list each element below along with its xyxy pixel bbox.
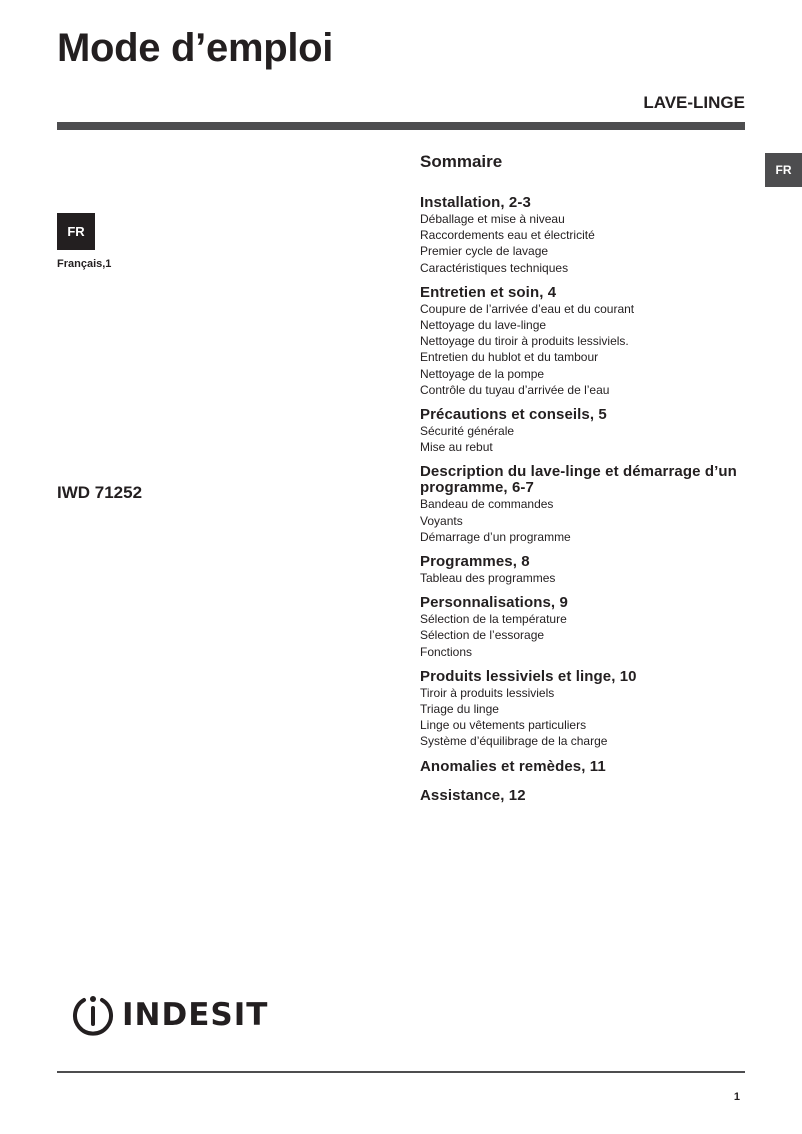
toc-item: Système d’équilibrage de la charge xyxy=(420,734,608,749)
toc-item: Caractéristiques techniques xyxy=(420,260,569,275)
toc-item: Tableau des programmes xyxy=(420,571,556,586)
toc-item: Entretien du hublot et du tambour xyxy=(420,350,599,365)
toc-section xyxy=(420,759,750,775)
toc-section-title: Description du lave-linge et démarrage d’un programme, 6-7 xyxy=(420,463,737,497)
toc-section-title: Anomalies et remèdes, 11 xyxy=(420,757,606,775)
toc-item: Sécurité générale xyxy=(420,424,515,439)
toc-item: Coupure de l’arrivée d’eau et du courant xyxy=(420,301,635,316)
brand-logo xyxy=(70,992,268,1038)
table-of-contents xyxy=(420,151,750,813)
toc-section-title: Entretien et soin, 4 xyxy=(420,283,557,301)
bottom-divider xyxy=(57,1071,745,1073)
toc-item: Mise au rebut xyxy=(420,440,493,455)
language-side-tab: FR xyxy=(765,153,802,187)
product-type: LAVE-LINGE xyxy=(643,93,745,112)
toc-section-title: Personnalisations, 9 xyxy=(420,594,568,612)
toc-item: Tiroir à produits lessiviels xyxy=(420,685,555,700)
toc-heading: Sommaire xyxy=(420,152,503,171)
toc-item: Contrôle du tuyau d’arrivée de l’eau xyxy=(420,382,610,397)
top-divider xyxy=(57,122,745,130)
toc-section xyxy=(420,788,750,804)
language-badge: FR xyxy=(57,213,95,250)
page-number: 1 xyxy=(733,1091,740,1103)
toc-item: Raccordements eau et électricité xyxy=(420,228,595,243)
toc-section xyxy=(420,554,750,586)
brand-name: INDESIT xyxy=(122,997,269,1033)
page-title: Mode d’emploi xyxy=(57,26,334,70)
toc-item: Voyants xyxy=(420,513,463,528)
toc-item: Nettoyage du lave-linge xyxy=(420,318,547,333)
toc-item: Triage du linge xyxy=(420,702,499,717)
toc-section xyxy=(420,464,750,545)
toc-item: Bandeau de commandes xyxy=(420,497,554,512)
toc-section xyxy=(420,595,750,660)
toc-item: Fonctions xyxy=(420,644,473,659)
toc-section xyxy=(420,669,750,750)
toc-section-title: Programmes, 8 xyxy=(420,553,530,571)
toc-item: Premier cycle de lavage xyxy=(420,244,549,259)
toc-section xyxy=(420,407,750,455)
toc-item: Sélection de la température xyxy=(420,612,567,627)
toc-item: Nettoyage de la pompe xyxy=(420,366,545,381)
language-label: Français,1 xyxy=(57,258,112,270)
toc-item: Démarrage d’un programme xyxy=(420,529,571,544)
toc-section-title: Assistance, 12 xyxy=(420,786,526,804)
toc-item: Déballage et mise à niveau xyxy=(420,212,565,226)
toc-item: Sélection de l’essorage xyxy=(420,628,545,643)
toc-item: Linge ou vêtements particuliers xyxy=(420,718,587,733)
toc-section-title: Produits lessiviels et linge, 10 xyxy=(420,667,637,685)
toc-section xyxy=(420,285,750,398)
toc-section-title: Précautions et conseils, 5 xyxy=(420,406,607,424)
toc-section-title: Installation, 2-3 xyxy=(420,194,531,211)
indesit-logo-icon xyxy=(70,992,116,1038)
model-number: IWD 71252 xyxy=(57,483,143,502)
toc-section xyxy=(420,195,750,276)
toc-item: Nettoyage du tiroir à produits lessiviels. xyxy=(420,334,629,349)
